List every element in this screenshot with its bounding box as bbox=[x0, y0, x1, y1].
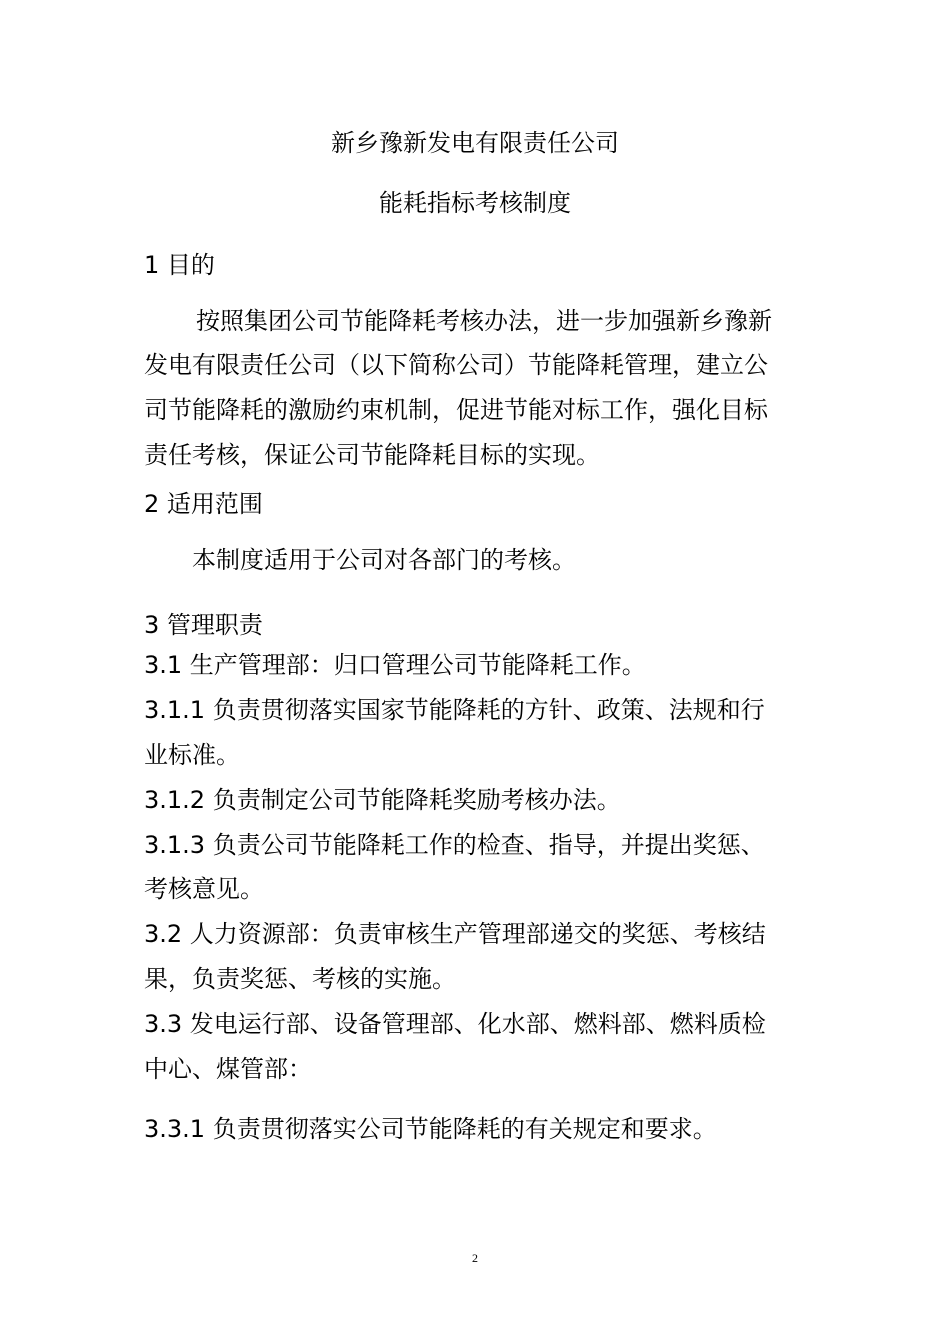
document-title: 能耗指标考核制度 bbox=[379, 189, 571, 217]
paragraph-line: 责任考核，保证公司节能降耗目标的实现。 bbox=[144, 441, 600, 469]
clause-line: 中心、煤管部： bbox=[144, 1055, 312, 1083]
paragraph-line: 按照集团公司节能降耗考核办法，进一步加强新乡豫新 bbox=[196, 307, 772, 335]
paragraph-line: 本制度适用于公司对各部门的考核。 bbox=[192, 546, 576, 574]
clause-line: 果，负责奖惩、考核的实施。 bbox=[144, 965, 456, 993]
clause-line: 3.1 生产管理部：归口管理公司节能降耗工作。 bbox=[144, 651, 646, 679]
section-heading-scope: 2 适用范围 bbox=[144, 490, 263, 518]
clause-line: 3.3.1 负责贯彻落实公司节能降耗的有关规定和要求。 bbox=[144, 1115, 717, 1143]
clause-line: 业标准。 bbox=[144, 741, 240, 769]
company-title: 新乡豫新发电有限责任公司 bbox=[331, 129, 619, 157]
paragraph-line: 司节能降耗的激励约束机制，促进节能对标工作，强化目标 bbox=[144, 396, 768, 424]
clause-line: 3.1.1 负责贯彻落实国家节能降耗的方针、政策、法规和行 bbox=[144, 696, 765, 724]
section-heading-purpose: 1 目的 bbox=[144, 251, 215, 279]
clause-line: 考核意见。 bbox=[144, 875, 264, 903]
paragraph-line: 发电有限责任公司（以下简称公司）节能降耗管理，建立公 bbox=[144, 351, 768, 379]
clause-line: 3.2 人力资源部：负责审核生产管理部递交的奖惩、考核结 bbox=[144, 920, 766, 948]
clause-line: 3.1.2 负责制定公司节能降耗奖励考核办法。 bbox=[144, 786, 621, 814]
page-number: 2 bbox=[472, 1251, 478, 1265]
clause-line: 3.1.3 负责公司节能降耗工作的检查、指导，并提出奖惩、 bbox=[144, 831, 765, 859]
section-heading-responsibilities: 3 管理职责 bbox=[144, 611, 263, 639]
clause-line: 3.3 发电运行部、设备管理部、化水部、燃料部、燃料质检 bbox=[144, 1010, 766, 1038]
